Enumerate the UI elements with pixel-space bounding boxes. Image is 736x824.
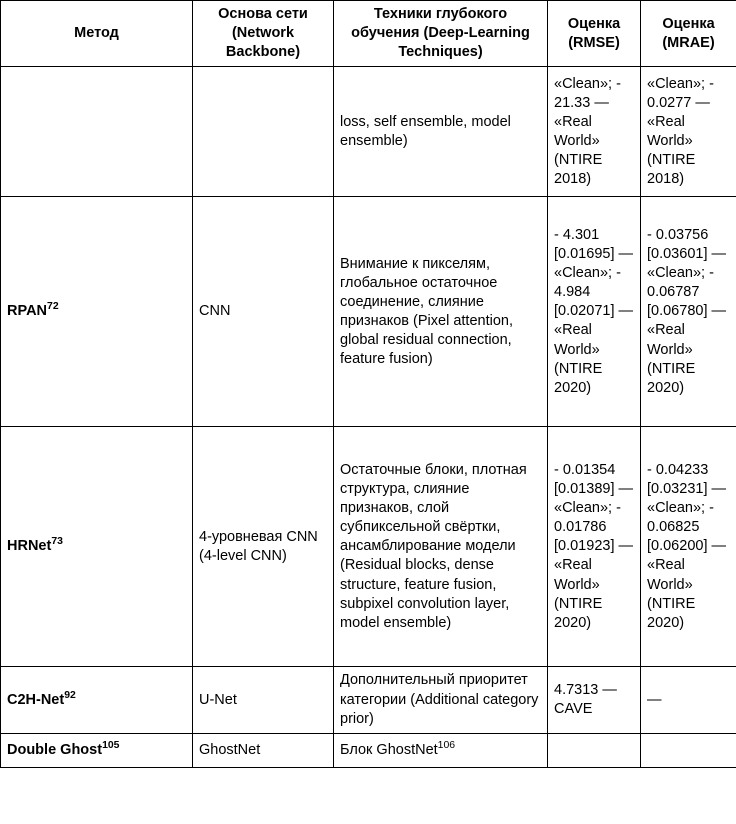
cell-backbone: CNN [193,197,334,427]
table-row [1,427,736,667]
column-header-mrae: Оценка (MRAE) [641,1,736,67]
cell-rmse: - 4.301 [0.01695] — «Clean»; - 4.984 [0.02071] — «Real World» (NTIRE 2020) [548,197,641,427]
cell-method [1,667,193,733]
method-name: C2H-Net [7,691,65,708]
cell-rmse: «Clean»; - 21.33 — «Real World» (NTIRE 2018) [548,67,641,197]
table-body [1,67,736,767]
column-header-rmse: Оценка (RMSE) [548,1,641,67]
method-reference: 105 [102,739,120,751]
cell-mrae: — [641,667,736,733]
cell-backbone: GhostNet [193,733,334,767]
cell-method [1,197,193,427]
table-header-row [1,1,736,67]
cell-backbone: U-Net [193,667,334,733]
method-reference: 72 [47,301,59,313]
cell-rmse: 4.7313 — CAVE [548,667,641,733]
cell-mrae: - 0.03756 [0.03601] — «Clean»; - 0.06787 [0.06780] — «Real World» (NTIRE 2020) [641,197,736,427]
cell-rmse [548,733,641,767]
column-header-method: Метод [1,1,193,67]
cell-method [1,733,193,767]
cell-method [1,67,193,197]
cell-method [1,427,193,667]
cell-mrae: «Clean»; - 0.0277 — «Real World» (NTIRE 2018) [641,67,736,197]
cell-techniques: Остаточные блоки, плотная структура, слияние признаков, слой субпиксельной свёртки, ансамблирование модели (Residual blocks, dense structure, feature fusion, subpixel convolution layer, model ensemble) [334,427,548,667]
method-name: RPAN [7,303,48,320]
method-name: Double Ghost [7,741,103,758]
table-header [1,1,736,67]
cell-mrae: - 0.04233 [0.03231] — «Clean»; - 0.06825 [0.06200] — «Real World» (NTIRE 2020) [641,427,736,667]
cell-backbone: 4-уровневая CNN (4-level CNN) [193,427,334,667]
method-name: HRNet [7,538,52,555]
cell-techniques: Блок GhostNet$^{106}$ [334,733,548,767]
cell-rmse: - 0.01354 [0.01389] — «Clean»; - 0.01786 [0.01923] — «Real World» (NTIRE 2020) [548,427,641,667]
table-row [1,67,736,197]
table-row [1,733,736,767]
table-row [1,667,736,733]
column-header-backbone: Основа сети (Network Backbone) [193,1,334,67]
method-reference: 92 [64,689,76,701]
method-reference: 73 [51,536,63,548]
technique-reference: 106 [437,739,456,751]
cell-techniques: Дополнительный приоритет категории (Additional category prior) [334,667,548,733]
cell-mrae [641,733,736,767]
cell-techniques: Внимание к пикселям, глобальное остаточное соединение, слияние признаков (Pixel attention, global residual connection, feature fusion) [334,197,548,427]
cell-backbone [193,67,334,197]
cell-techniques: loss, self ensemble, model ensemble) [334,67,548,197]
column-header-techniques: Техники глубокого обучения (Deep-Learning Techniques) [334,1,548,67]
table-row [1,197,736,427]
